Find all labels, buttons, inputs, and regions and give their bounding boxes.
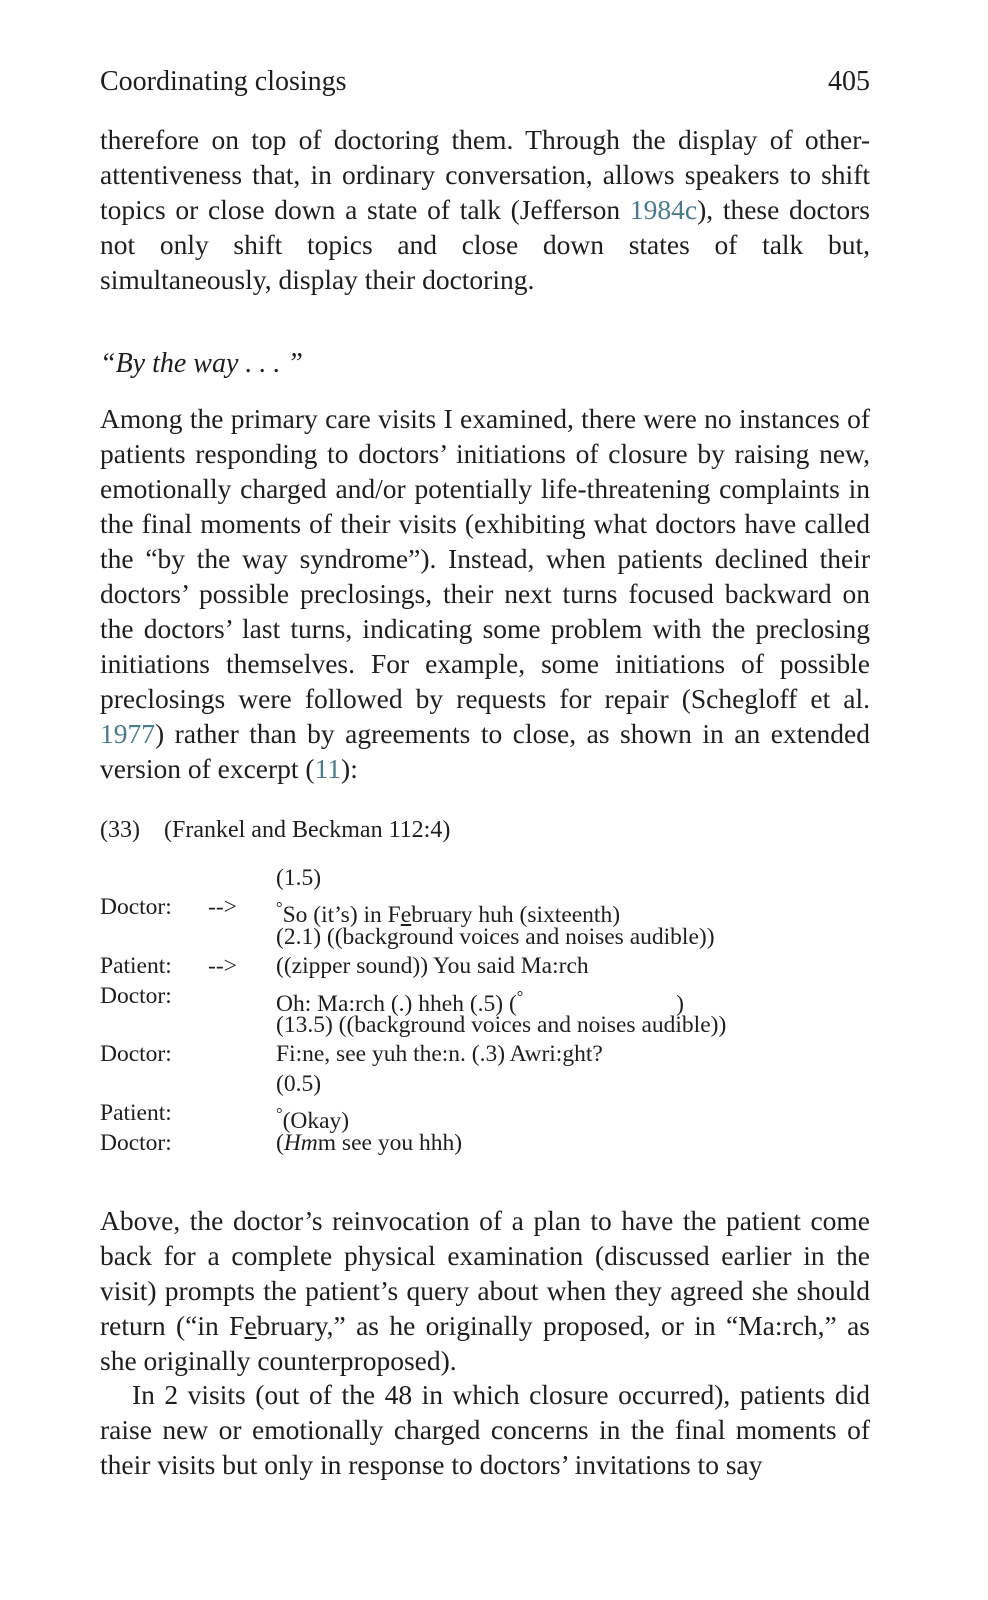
paragraph-2-text-b: ) rather than by agreements to close, as shown in an extended version of excerpt ( [100,718,870,784]
transcript-line [100,1129,880,1158]
utterance-text: Oh: Ma:rch (.) hheh (.5) ( [276,990,517,1017]
paragraph-4: In 2 visits (out of the 48 in which closure occurred), patients did raise new or emotionally charged concerns in the final moments of their visits but only in response to doctors’ invitations to say [100,1379,870,1480]
paragraph-3-text-b: bruary,” as he originally proposed, or in “Ma:rch,” as she originally counterproposed). [100,1310,870,1376]
paragraph-2-text-c: ): [341,753,358,784]
transcript-line [100,1070,880,1099]
underlined-syllable: e [244,1310,257,1341]
transcript-line [100,1099,880,1135]
speaker-label: Doctor: [100,894,172,921]
transcript-line [100,893,880,929]
utterance-text: (0.5) [276,1070,322,1097]
utterance-text: ) [523,990,684,1017]
utterance-text: (13.5) ((background voices and noises audible)) [276,1011,727,1038]
transcript-line [100,1040,880,1069]
utterance-text: (1.5) [276,865,322,891]
arrow-marker: --> [208,894,237,921]
page-number: 405 [828,66,870,97]
running-head-title: Coordinating closings [100,66,347,97]
utterance-text: m see you hhh) [317,1129,463,1156]
utterance-text: Fi:ne, see yuh the:n. (.3) Awri:ght? [276,1041,603,1068]
excerpt-number: (33) [100,817,140,843]
excerpt-link-11[interactable]: 11 [314,753,342,784]
utterance-text: ((zipper sound)) You said Ma:rch [276,953,589,980]
paragraph-2-text-a: Among the primary care visits I examined, there were no instances of patients responding to doctors’ initiations of closure by raising new, emotionally charged and/or potentially life-threatening complaints in the final moments of their visits (exhibiting what doctors have called the “by the way syndrome”). Instead, when patients declined their doctors’ possible preclosings, their next turns focused backward on the doctors’ last turns, indicating some problem with the preclosing initiations themselves. For example, some initiations of possible preclosings were followed by requests for repair (Schegloff et al. [100,403,870,714]
paragraph-1-text-a: therefore on top of doctoring them. Through the display of other-attentiveness that, in ordinary conversation, allows speakers to shift topics or close down a state of talk (Jefferson [100,124,870,225]
degree-sign: ° [276,898,283,918]
utterance [276,952,589,981]
paragraph-3-text-a: Above, the doctor’s reinvocation of a plan to have the patient come back for a complete physical examination (discussed earlier in the visit) prompts the patient’s query about when they agreed she should return (“in F [100,1205,870,1341]
speaker-label: Patient: [100,1100,172,1127]
citation-link-jefferson[interactable]: 1984c [629,194,698,225]
transcript-line [100,923,880,952]
transcript [100,864,880,1158]
speaker-label: Doctor: [100,1129,172,1156]
arrow-marker: --> [208,953,237,980]
utterance-text: bruary huh (sixteenth) [411,902,621,929]
utterance-text: (2.1) ((background voices and noises audible)) [276,923,715,950]
utterance [276,1070,321,1099]
paragraph-1 [100,122,870,297]
paragraph-3 [100,1203,870,1378]
utterance-text: (Okay) [282,1108,350,1135]
utterance-text: ( [276,1129,284,1156]
citation-link-schegloff[interactable]: 1977 [100,718,155,749]
paragraph-1-text-b: ), these doctors not only shift topics and close down states of talk but, simultaneously, display their doctoring. [100,194,871,295]
underlined-syllable: e [400,902,412,929]
degree-sign: ° [276,1104,283,1124]
utterance [276,1040,603,1069]
speaker-label: Patient: [100,953,172,980]
italic-utterance-text: Hm [283,1129,318,1156]
section-heading: “By the way . . . ” [100,348,303,379]
utterance [276,864,321,893]
speaker-label: Doctor: [100,1041,172,1068]
utterance-text: So (it’s) in F [282,902,401,929]
transcript-line [100,1011,880,1040]
excerpt-header [100,814,450,846]
transcript-line [100,982,880,1017]
speaker-label: Doctor: [100,982,172,1009]
transcript-line [100,952,880,981]
utterance [276,1129,462,1158]
transcript-line [100,864,880,893]
degree-sign: ° [516,986,524,1006]
excerpt-source: (Frankel and Beckman 112:4) [163,817,451,843]
paragraph-2 [100,401,870,786]
utterance [276,1011,726,1040]
utterance [276,923,715,952]
